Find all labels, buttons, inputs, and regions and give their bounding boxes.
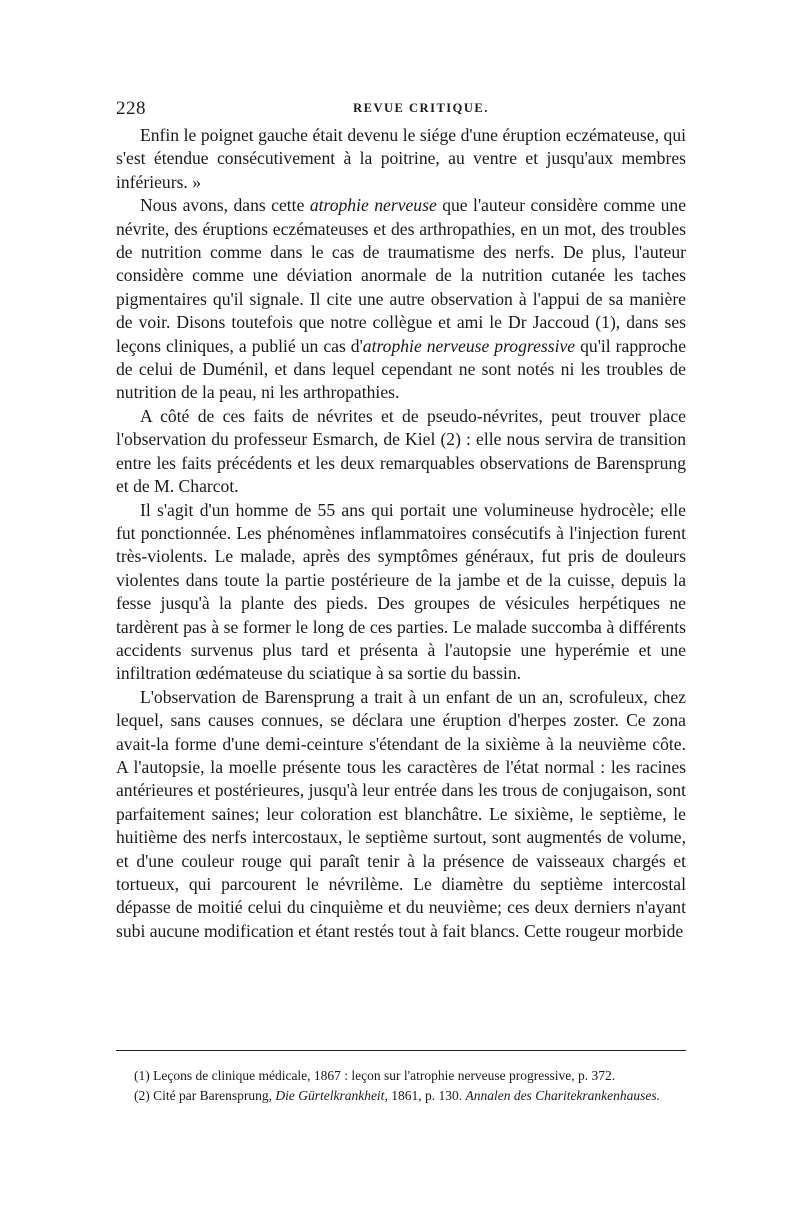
- paragraph-1: Enfin le poignet gauche était devenu le siége d'une éruption eczémateuse, qui s'est étendue consécutivement à la poitrine, au ventre et jusqu'aux membres inférieurs. »: [116, 125, 686, 192]
- running-head: REVUE CRITIQUE.: [353, 101, 489, 115]
- footnote-rule: [116, 1050, 686, 1051]
- paragraph-2-text-b: que l'auteur considère comme une névrite, des éruptions eczémateuses et des arthropathies, en un mot, des troubles de nutrition comme dans le cas de traumatisme des nerfs. De plus, l'auteur considère comme une déviation anormale de la nutrition cutanée les taches pigmentaires qu'il signale. Il cite une autre observation à l'appui de sa manière de voir. Disons toutefois que notre collègue et ami le Dr Jaccoud (1), dans ses leçons cliniques, a publié un cas d': [116, 195, 687, 356]
- paragraph-2: [116, 194, 686, 405]
- footnote-2-italic-1: Die Gürtelkrankheit,: [275, 1088, 388, 1103]
- paragraph-2-text-c: qu'il rapproche de celui de Duménil, et dans lequel cependant ne sont notés ni les troubles de nutrition de la peau, ni les arthropathies.: [116, 335, 686, 403]
- paragraph-5: L'observation de Barensprung a trait à un enfant de un an, scrofuleux, chez lequel, sans causes connues, se déclara une éruption d'herpes zoster. Ce zona avait-la forme d'une demi-ceinture s'étendant de la sixième à la neuvième côte. A l'autopsie, la moelle présente tous les caractères de l'état normal : les racines antérieures et postérieures, jusqu'à leur entrée dans les trous de conjugaison, sont parfaitement saines; leur coloration est blanchâtre. Le sixième, le septième, le huitième des nerfs intercostaux, le septième surtout, sont augmentés de volume, et d'une couleur rouge qui paraît tenir à la présence de vaisseaux chargés et tortueux, qui parcourent le névrilème. Le diamètre du septième intercostal dépasse de moitié celui du cinquième et du neuvième; ces deux derniers n'ayant subi aucune modification et étant restés tout à fait blancs. Cette rougeur morbide: [116, 686, 686, 941]
- page-header: [116, 98, 686, 126]
- footnotes: [116, 1066, 686, 1106]
- footnote-2-text-b: 1861, p. 130.: [387, 1088, 466, 1103]
- footnote-2: [116, 1086, 686, 1106]
- paragraph-2-italic-1: atrophie nerveuse: [309, 195, 437, 216]
- paragraph-3: A côté de ces faits de névrites et de pseudo-névrites, peut trouver place l'observation du professeur Esmarch, de Kiel (2) : elle nous servira de transition entre les faits précédents et les deux remarquables observations de Barensprung et de M. Charcot.: [116, 405, 686, 497]
- footnote-2-text-a: (2) Cité par Barensprung,: [134, 1088, 276, 1103]
- footnote-1: (1) Leçons de clinique médicale, 1867 : leçon sur l'atrophie nerveuse progressive, p. 372.: [134, 1068, 616, 1083]
- paragraph-2-italic-2: atrophie nerveuse progressive: [362, 335, 576, 356]
- main-text: [116, 124, 686, 943]
- page-number: 228: [116, 98, 146, 119]
- paragraph-4: Il s'agit d'un homme de 55 ans qui portait une volumineuse hydrocèle; elle fut ponctionnée. Les phénomènes inflammatoires consécutifs à l'injection furent très-violents. Le malade, après des symptômes généraux, fut pris de douleurs violentes dans toute la partie postérieure de la jambe et de la cuisse, depuis la fesse jusqu'à la plante des pieds. Des groupes de vésicules herpétiques ne tardèrent pas à se former le long de ces parties. Le malade succomba à différents accidents survenus plus tard et présenta à l'autopsie une hyperémie et une infiltration œdémateuse du sciatique à sa sortie du bassin.: [116, 499, 686, 684]
- paragraph-2-text-a: Nous avons, dans cette: [140, 195, 310, 216]
- footnote-2-italic-2: Annalen des Charitekrankenhauses.: [465, 1088, 661, 1103]
